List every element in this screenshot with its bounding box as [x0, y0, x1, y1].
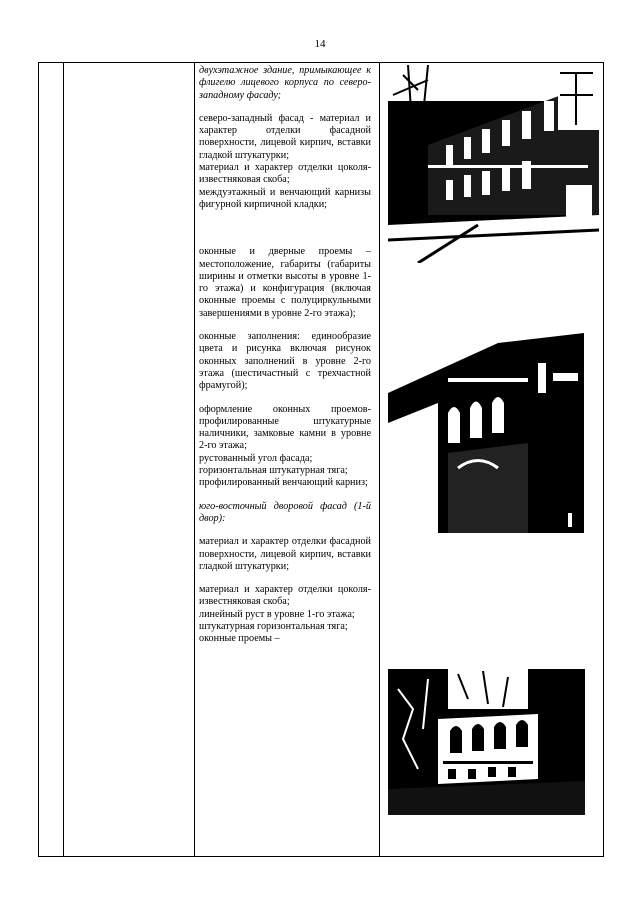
description-paragraph: северо-западный фасад - материал и характер отделки фасадной поверхности, лицевой кирпич, вставки гладкой штукатурки; — [199, 112, 371, 161]
column-divider-3 — [379, 63, 380, 856]
column-divider-2 — [194, 63, 195, 856]
description-paragraph: оконные заполнения: единообразие цвета и рисунка включая рисунок оконных заполнений в уровне 2-го этажа (шестичастный с трехчастной фрамугой); — [199, 331, 371, 392]
description-paragraph: оконные проемы – — [199, 633, 280, 645]
column-divider-1 — [63, 63, 64, 856]
description-paragraph: рустованный угол фасада; — [199, 452, 313, 464]
paragraph-spacer — [199, 573, 371, 584]
facade-corner-graphic — [388, 333, 584, 533]
facade-street-graphic — [388, 65, 599, 263]
description-paragraph: материал и характер отделки цоколя- известняковая скоба; — [199, 162, 371, 186]
photo-northwest-facade — [388, 65, 599, 263]
description-paragraph: юго-восточный дворовой фасад (1-й двор): — [199, 500, 371, 524]
description-paragraph: междуэтажный и венчающий карнизы фигурной кирпичной кладки; — [199, 186, 371, 210]
description-paragraph: материал и характер отделки цоколя- известняковая скоба; — [199, 584, 371, 608]
description-paragraph: материал и характер отделки фасадной поверхности, лицевой кирпич, вставки гладкой штукатурки; — [199, 536, 371, 572]
description-paragraph: оконные и дверные проемы – местоположение, габариты (габариты ширины и отметки высоты в уровне 1-го этажа) и конфигурация (включая оконные проемы с полуциркульными завершениями в уровне 2-го этажа); — [199, 246, 371, 319]
description-paragraph: горизонтальная штукатурная тяга; — [199, 465, 348, 477]
paragraph-spacer — [199, 211, 371, 246]
description-paragraph: линейный руст в уровне 1-го этажа; — [199, 608, 355, 620]
description-paragraph: профилированный венчающий карниз; — [199, 477, 368, 489]
photo-courtyard-facade — [388, 669, 585, 815]
description-paragraph: двухэтажное здание, примыкающее к флигелю лицевого корпуса по северо-западному фасаду; — [199, 65, 371, 101]
description-paragraph: штукатурная горизонтальная тяга; — [199, 620, 348, 632]
paragraph-spacer — [199, 393, 371, 404]
paragraph-spacer — [199, 490, 371, 501]
paragraph-spacer — [199, 525, 371, 536]
paragraph-spacer — [199, 102, 371, 113]
photo-corner-building — [388, 333, 584, 533]
facade-courtyard-graphic — [388, 669, 585, 815]
page-number: 14 — [314, 38, 326, 50]
description-paragraph: оформление оконных проемов- профилированные штукатурные наличники, замковые камни в уровне 2-го этажа; — [199, 403, 371, 452]
paragraph-spacer — [199, 320, 371, 331]
attributes-table — [38, 62, 604, 857]
description-column — [199, 65, 371, 646]
